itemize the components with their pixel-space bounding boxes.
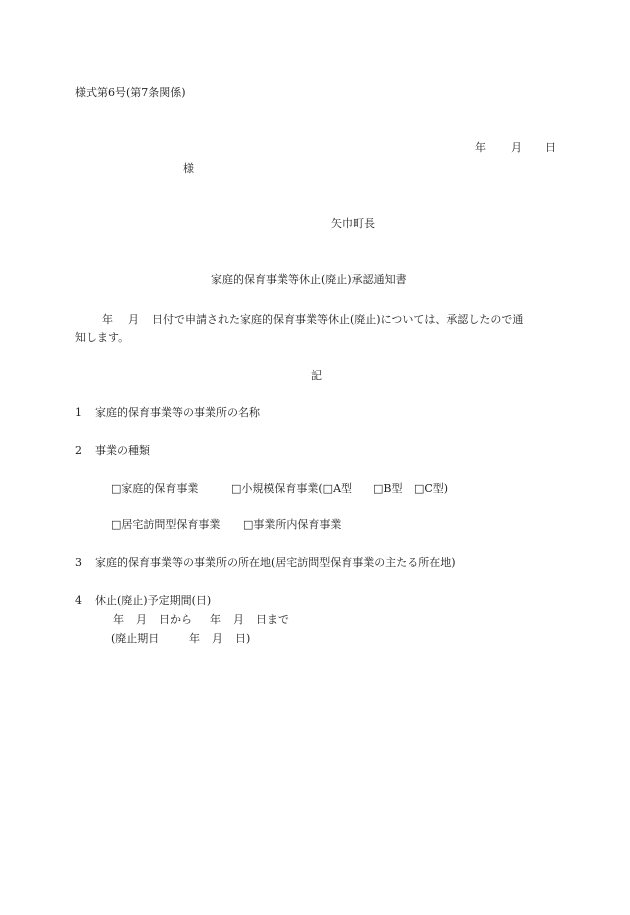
document-title: 家庭的保育事業等休止(廃止)承認通知書 xyxy=(211,273,407,286)
option-katei-hoiku: □家庭的保育事業 xyxy=(111,482,199,495)
period-end-year: 年 xyxy=(210,613,221,626)
period-start-day: 日から xyxy=(159,613,192,626)
period-end-day: 日まで xyxy=(256,613,289,626)
item4-number: 4 xyxy=(75,594,82,607)
form-number: 様式第6号(第7条関係) xyxy=(75,86,186,99)
item4-label: 休止(廃止)予定期間(日) xyxy=(95,594,212,607)
item1-label: 家庭的保育事業等の事業所の名称 xyxy=(95,406,260,419)
item2-number: 2 xyxy=(75,444,82,457)
item2-label: 事業の種類 xyxy=(95,444,150,457)
ki-heading: 記 xyxy=(311,369,322,382)
option-c-type: □C型) xyxy=(414,482,449,495)
item3-label: 家庭的保育事業等の事業所の所在地(居宅訪問型保育事業の主たる所在地) xyxy=(95,556,456,569)
period-end-month: 月 xyxy=(233,613,244,626)
body-text-line1: 日付で申請された家庭的保育事業等休止(廃止)については、承認したので通 xyxy=(152,313,524,326)
date-year: 年 xyxy=(475,141,486,154)
date-month: 月 xyxy=(511,141,522,154)
date-day: 日 xyxy=(545,141,556,154)
abolish-day: 日) xyxy=(235,632,251,645)
item3-number: 3 xyxy=(75,556,82,569)
item1-number: 1 xyxy=(75,406,82,419)
period-start-month: 月 xyxy=(136,613,147,626)
body-month: 月 xyxy=(128,313,139,326)
period-start-year: 年 xyxy=(113,613,124,626)
option-kyotaku-homon: □居宅訪問型保育事業 xyxy=(111,518,221,531)
option-jigyoshonai: □事業所内保育事業 xyxy=(243,518,342,531)
abolish-year: 年 xyxy=(189,632,200,645)
issuer: 矢巾町長 xyxy=(331,217,375,230)
abolish-date-label: (廃止期日 xyxy=(111,632,160,645)
addressee-suffix: 様 xyxy=(183,162,194,175)
body-text-line2: 知します。 xyxy=(75,331,130,344)
option-shokibo-hoiku: □小規模保育事業(□A型 xyxy=(231,482,353,495)
abolish-month: 月 xyxy=(212,632,223,645)
option-b-type: □B型 xyxy=(373,482,403,495)
body-year: 年 xyxy=(102,313,113,326)
